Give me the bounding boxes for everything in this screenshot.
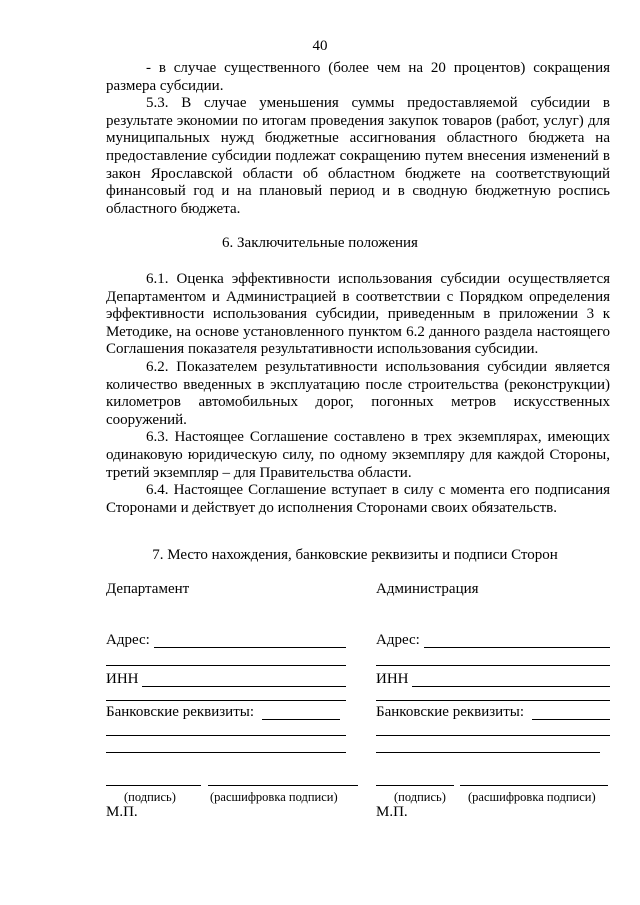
section-7-heading: 7. Место нахождения, банковские реквизиты и подписи Сторон [152,547,558,563]
left-bank-line[interactable] [262,719,340,720]
right-inn-line-2[interactable] [376,700,610,701]
section-6-text-block [106,271,610,517]
left-address-line-2[interactable] [106,665,346,666]
right-inn-label: ИНН [376,671,409,687]
left-decode-caption: (расшифровка подписи) [210,790,338,804]
right-inn-line[interactable] [412,686,610,687]
left-bank-label: Банковские реквизиты: [106,704,255,720]
left-address-label: Адрес: [106,632,150,648]
right-address-label: Адрес: [376,632,420,648]
right-address-line-2[interactable] [376,665,610,666]
section-6-heading: 6. Заключительные положения [222,235,418,251]
paragraph-5-3: 5.3. В случае уменьшения суммы предоставляемой субсидии в результате экономии по итогам проведения закупок товаров (работ, услуг) для муниципальных нужд бюджетные ассигнования областного бюджета на предоставление субсидии подлежат сокращению путем внесения изменений в закон Ярославской области об областном бюджете на соответствующий финансовый год и на плановый период и в сводную бюджетную роспись областного бюджета. [106,95,610,217]
left-signature-line[interactable] [106,785,201,786]
right-bank-line-2[interactable] [376,735,610,736]
right-signature-decode-line[interactable] [460,785,608,786]
paragraph-6-2: 6.2. Показателем результативности использования субсидии является количество введенных в эксплуатацию после строительства (реконструкции) километров автомобильных дорог, погонных метров искусственных сооружений. [106,358,610,428]
left-party-name: Департамент [106,581,190,597]
paragraph-6-3: 6.3. Настоящее Соглашение составлено в трех экземплярах, имеющих одинаковую юридическую силу, по одному экземпляру для каждой Стороны, третий экземпляр – для Правительства области. [106,429,610,481]
page-number: 40 [312,38,328,54]
right-bank-line-3[interactable] [376,752,600,753]
top-text-block [106,60,610,218]
paragraph-6-1: 6.1. Оценка эффективности использования субсидии осуществляется Департаментом и Администрацией в соответствии с Порядком определения эффективности использования субсидии, приведенным в приложении 3 к Методике, на основе установленного пунктом 6.2 данного раздела настоящего Соглашения показателя результативности использования субсидии. [106,271,610,358]
right-party-name: Администрация [376,581,479,597]
right-signature-line[interactable] [376,785,454,786]
left-inn-line[interactable] [142,686,346,687]
left-inn-line-2[interactable] [106,700,346,701]
left-stamp-label: М.П. [106,804,138,820]
right-decode-caption: (расшифровка подписи) [468,790,596,804]
left-inn-label: ИНН [106,671,139,687]
left-bank-line-3[interactable] [106,752,346,753]
left-sign-caption: (подпись) [124,790,176,804]
right-sign-caption: (подпись) [394,790,446,804]
right-bank-label: Банковские реквизиты: [376,704,525,720]
left-address-line[interactable] [154,647,346,648]
right-address-line[interactable] [424,647,610,648]
paragraph-6-4: 6.4. Настоящее Соглашение вступает в силу с момента его подписания Сторонами и действует до исполнения Сторонами своих обязательств. [106,482,610,516]
right-bank-line[interactable] [532,719,610,720]
left-bank-line-2[interactable] [106,735,346,736]
right-stamp-label: М.П. [376,804,408,820]
left-signature-decode-line[interactable] [208,785,358,786]
paragraph-subsidy-reduction: - в случае существенного (более чем на 20 процентов) сокращения размера субсидии. [106,60,610,94]
